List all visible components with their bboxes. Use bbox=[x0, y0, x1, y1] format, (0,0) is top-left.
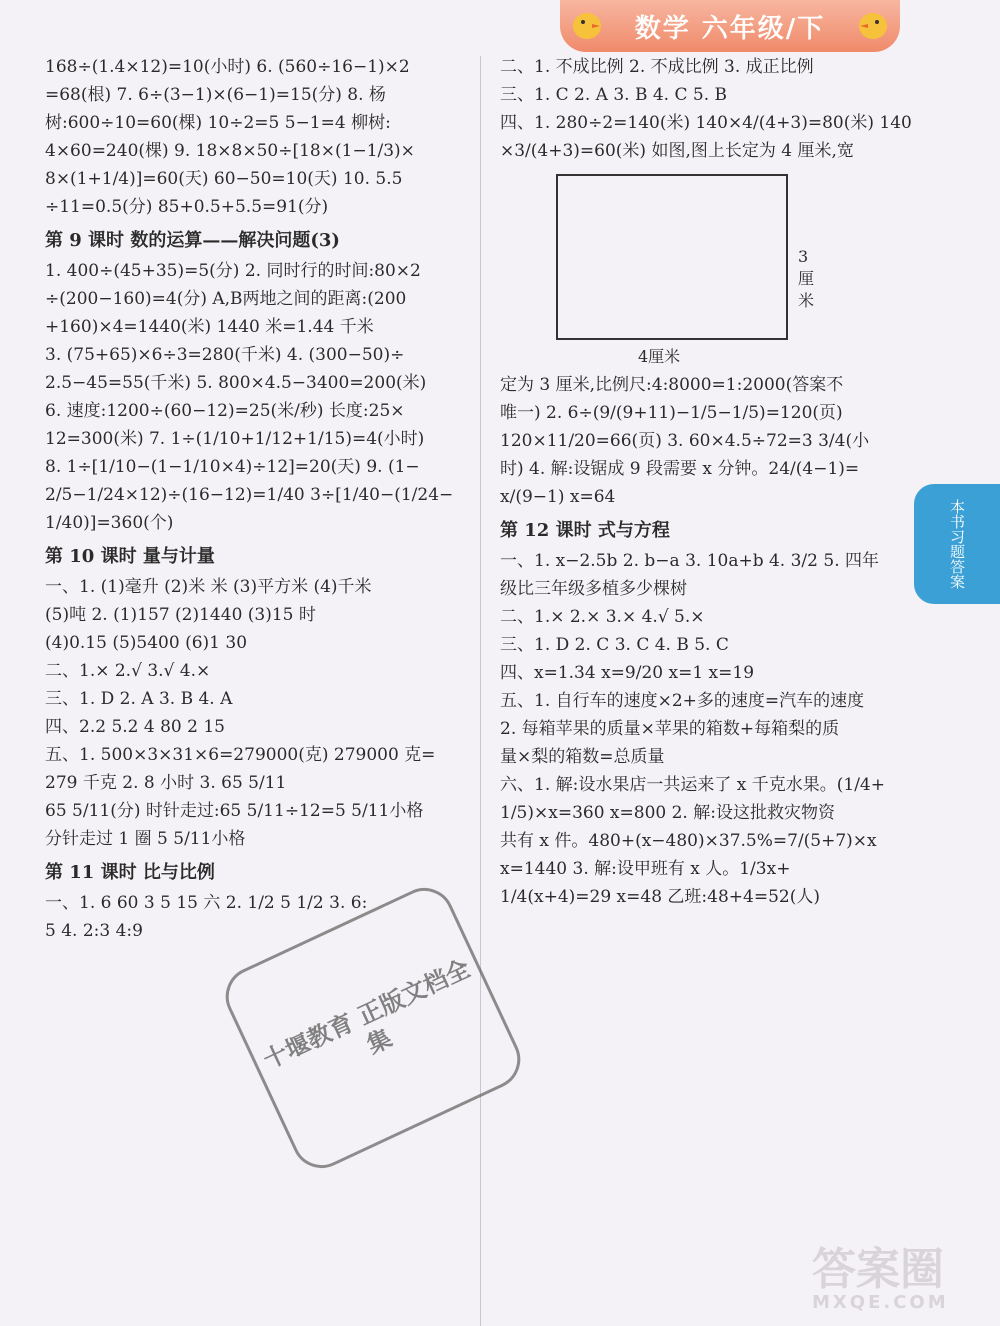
answer-line: 五、1. 500×3×31×6=279000(克) 279000 克= bbox=[45, 745, 436, 765]
watermark-logo-text: 答案圈 bbox=[812, 1244, 944, 1295]
answer-line: x/(9−1) x=64 bbox=[500, 487, 616, 507]
header-title: 数学 六年级/下 bbox=[634, 13, 826, 44]
answer-line: 3. (75+65)×6÷3=280(千米) 4. (300−50)÷ bbox=[45, 345, 405, 365]
answers-side-tab: 本书习题答案 bbox=[914, 484, 1000, 604]
answer-line: 2.5−45=55(千米) 5. 800×4.5−3400=200(米) bbox=[45, 373, 427, 393]
rect-width-label: 4厘米 bbox=[638, 347, 681, 366]
answer-line: (5)吨 2. (1)157 (2)1440 (3)15 时 bbox=[45, 605, 316, 625]
scale-drawing-rectangle bbox=[556, 174, 815, 366]
answer-line: 1/4(x+4)=29 x=48 乙班:48+4=52(人) bbox=[500, 887, 820, 907]
answer-line: 定为 3 厘米,比例尺:4:8000=1:2000(答案不 bbox=[500, 375, 844, 395]
answer-line: 5 4. 2:3 4:9 bbox=[45, 921, 143, 941]
answer-line: 12=300(米) 7. 1÷(1/10+1/12+1/15)=4(小时) bbox=[45, 429, 425, 449]
rect-height-label: 3厘米 bbox=[798, 247, 815, 310]
section-title: 第 10 课时 量与计量 bbox=[45, 546, 215, 567]
answer-line: ÷(200−160)=4(分) A,B两地之间的距离:(200 bbox=[45, 289, 407, 309]
left-column bbox=[45, 56, 465, 948]
answer-line: 量×梨的箱数=总质量 bbox=[500, 747, 665, 767]
answer-line: 4×60=240(棵) 9. 18×8×50÷[18×(1−1/3)× bbox=[45, 141, 415, 161]
answer-line: 65 5/11(分) 时针走过:65 5/11÷12=5 5/11小格 bbox=[45, 801, 424, 821]
answer-line: 279 千克 2. 8 小时 3. 65 5/11 bbox=[45, 773, 287, 793]
answer-line: 2/5−1/24×12)÷(16−12)=1/40 3÷[1/40−(1/24− bbox=[45, 485, 454, 505]
answer-line: 6. 速度:1200÷(60−12)=25(米/秒) 长度:25× bbox=[45, 401, 405, 421]
bird-icon bbox=[568, 2, 606, 42]
answer-line: 分针走过 1 圈 5 5/11小格 bbox=[45, 829, 246, 849]
answer-line: 一、1. 6 60 3 5 15 六 2. 1/2 5 1/2 3. 6: bbox=[45, 893, 368, 913]
answer-line: 五、1. 自行车的速度×2+多的速度=汽车的速度 bbox=[500, 691, 865, 711]
answer-line: ×3/(4+3)=60(米) 如图,图上长定为 4 厘米,宽 bbox=[500, 141, 854, 161]
answer-line: 六、1. 解:设水果店一共运来了 x 千克水果。(1/4+ bbox=[500, 775, 885, 795]
stamp-watermark: 十堰教育 正版文档全集 bbox=[216, 878, 530, 1178]
section-title: 第 11 课时 比与比例 bbox=[45, 862, 215, 883]
answer-line: 四、1. 280÷2=140(米) 140×4/(4+3)=80(米) 140 bbox=[500, 113, 912, 133]
answer-line: x=1440 3. 解:设甲班有 x 人。1/3x+ bbox=[500, 859, 791, 879]
answer-line: +160)×4=1440(米) 1440 米=1.44 千米 bbox=[45, 317, 374, 337]
answer-line: 三、1. C 2. A 3. B 4. C 5. B bbox=[500, 85, 728, 105]
section-title: 第 12 课时 式与方程 bbox=[500, 520, 670, 541]
answer-line: ÷11=0.5(分) 85+0.5+5.5=91(分) bbox=[45, 197, 329, 217]
answer-line: 168÷(1.4×12)=10(小时) 6. (560÷16−1)×2 bbox=[45, 57, 410, 77]
right-column bbox=[500, 56, 912, 914]
answer-line: 二、1.× 2.√ 3.√ 4.× bbox=[45, 661, 211, 681]
answer-line: 1. 400÷(45+35)=5(分) 2. 同时行的时间:80×2 bbox=[45, 261, 421, 281]
answer-line: 二、1.× 2.× 3.× 4.√ 5.× bbox=[500, 607, 705, 627]
answer-line: 三、1. D 2. A 3. B 4. A bbox=[45, 689, 233, 709]
answer-line: 级比三年级多植多少棵树 bbox=[500, 579, 687, 599]
answer-line: 三、1. D 2. C 3. C 4. B 5. C bbox=[500, 635, 729, 655]
answer-line: (4)0.15 (5)5400 (6)1 30 bbox=[45, 633, 248, 653]
answer-line: =68(根) 7. 6÷(3−1)×(6−1)=15(分) 8. 杨 bbox=[45, 85, 386, 105]
answer-line: 唯一) 2. 6÷(9/(9+11)−1/5−1/5)=120(页) bbox=[500, 403, 843, 423]
site-watermark bbox=[812, 1244, 982, 1318]
answer-line: 二、1. 不成比例 2. 不成比例 3. 成正比例 bbox=[500, 57, 814, 77]
answer-line: 8×(1+1/4)]=60(天) 60−50=10(天) 10. 5.5 bbox=[45, 169, 403, 189]
answer-line: 1/40)]=360(个) bbox=[45, 513, 174, 533]
bird-icon bbox=[854, 2, 892, 42]
answer-line: 120×11/20=66(页) 3. 60×4.5÷72=3 3/4(小 bbox=[500, 431, 870, 451]
answer-line: 一、1. x−2.5b 2. b−a 3. 10a+b 4. 3/2 5. 四年 bbox=[500, 551, 879, 571]
answer-line: 1/5)×x=360 x=800 2. 解:设这批救灾物资 bbox=[500, 803, 835, 823]
page-header bbox=[560, 0, 900, 52]
answer-line: 一、1. (1)毫升 (2)米 米 (3)平方米 (4)千米 bbox=[45, 577, 372, 597]
answer-line: 共有 x 件。480+(x−480)×37.5%=7/(5+7)×x bbox=[500, 831, 877, 851]
answer-line: 四、x=1.34 x=9/20 x=1 x=19 bbox=[500, 663, 755, 683]
answer-line: 时) 4. 解:设锯成 9 段需要 x 分钟。24/(4−1)= bbox=[500, 459, 860, 479]
answer-line: 四、2.2 5.2 4 80 2 15 bbox=[45, 717, 225, 737]
section-title: 第 9 课时 数的运算——解决问题(3) bbox=[45, 230, 340, 251]
answer-line: 8. 1÷[1/10−(1−1/10×4)÷12]=20(天) 9. (1− bbox=[45, 457, 420, 477]
answer-line: 树:600÷10=60(棵) 10÷2=5 5−1=4 柳树: bbox=[45, 113, 391, 133]
answer-line: 2. 每箱苹果的质量×苹果的箱数+每箱梨的质 bbox=[500, 719, 840, 739]
column-divider bbox=[480, 56, 481, 1326]
watermark-url: MXQE.COM bbox=[812, 1292, 949, 1313]
